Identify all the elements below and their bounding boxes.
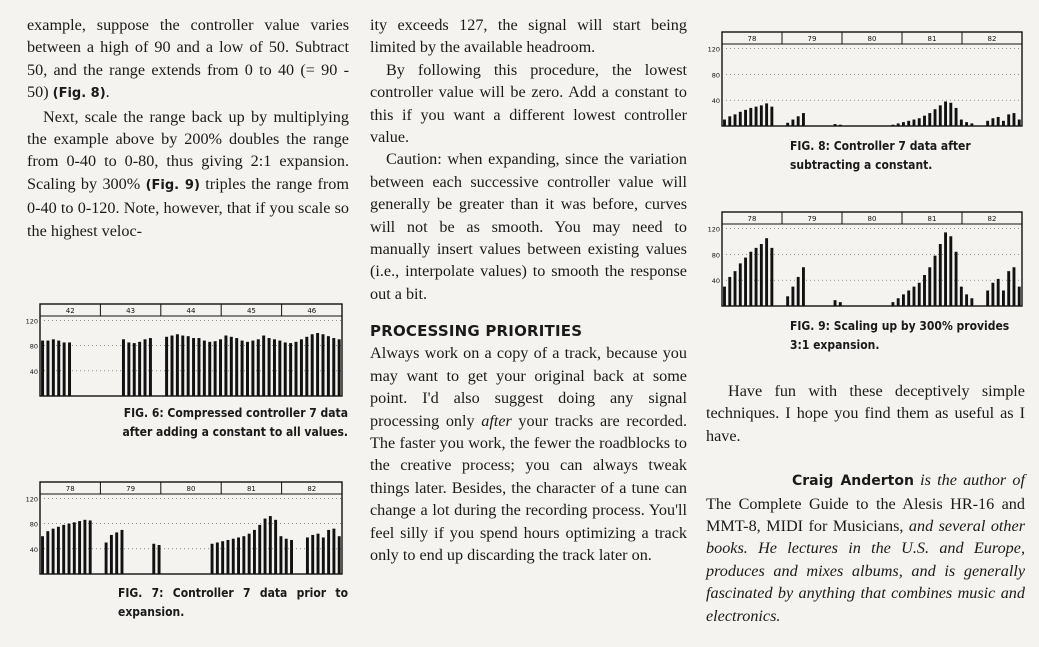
data-bar (944, 232, 947, 306)
col2-paragraph-2: By following this procedure, the lowest controller value will be zero. Add a constant to this if you want a different lowest controller value. (370, 60, 687, 147)
data-bar (765, 238, 768, 306)
fig8-chart (706, 28, 1026, 130)
data-bar (923, 275, 926, 306)
data-bar (171, 336, 174, 396)
data-bar (216, 543, 219, 575)
data-bar (723, 287, 726, 306)
fig8-caption: FIG. 8: Controller 7 data after subtracting a constant. (790, 139, 971, 172)
data-bar (208, 342, 211, 396)
data-bar (786, 123, 789, 126)
data-bar (68, 342, 71, 396)
y-tick-label: 40 (711, 97, 720, 106)
data-bar (744, 258, 747, 306)
data-bar (734, 114, 737, 126)
data-bar (338, 536, 341, 574)
column-3 (706, 380, 1025, 627)
author-name: Craig Anderton (792, 473, 914, 490)
data-bar (251, 341, 254, 396)
data-bar (227, 540, 230, 574)
data-bar (970, 123, 973, 126)
data-bar (791, 120, 794, 126)
data-bar (242, 536, 245, 574)
data-bar (110, 535, 113, 574)
data-bar (734, 271, 737, 306)
y-tick-label: 120 (707, 45, 720, 54)
data-bar (797, 277, 800, 306)
fig9-chart (706, 208, 1026, 310)
y-tick-label: 40 (711, 277, 720, 286)
data-bar (144, 339, 147, 396)
data-bar (839, 125, 842, 126)
data-bar (1018, 287, 1021, 306)
measure-label: 42 (65, 307, 75, 315)
data-bar (755, 248, 758, 306)
data-bar (187, 336, 190, 396)
measure-label: 82 (307, 485, 317, 493)
data-bar (997, 117, 1000, 126)
data-bar (52, 529, 55, 574)
measure-label: 80 (867, 215, 877, 223)
data-bar (797, 116, 800, 126)
fig9-caption: FIG. 9: Scaling up by 300% provides 3:1 expansion. (790, 319, 1010, 352)
data-bar (802, 267, 805, 306)
data-bar (62, 525, 65, 574)
section-heading: PROCESSING PRIORITIES (370, 322, 583, 341)
figure-8 (706, 28, 1026, 130)
measure-label: 79 (126, 485, 136, 493)
data-bar (295, 342, 298, 396)
data-bar (907, 291, 910, 307)
data-bar (327, 530, 330, 574)
data-bar (232, 539, 235, 574)
data-bar (41, 341, 44, 396)
measure-label: 81 (927, 35, 937, 43)
y-tick-label: 80 (29, 342, 38, 351)
data-bar (192, 338, 195, 396)
data-bar (1002, 291, 1005, 307)
column-1 (27, 14, 349, 242)
y-tick-label: 40 (29, 545, 38, 554)
data-bar (1018, 120, 1021, 126)
data-bar (802, 113, 805, 126)
data-bar (46, 341, 49, 396)
data-bar (57, 527, 60, 574)
data-bar (970, 298, 973, 306)
data-bar (891, 302, 894, 306)
data-bar (258, 525, 261, 574)
data-bar (279, 536, 282, 574)
data-bar (115, 532, 118, 574)
measure-label: 81 (927, 215, 937, 223)
data-bar (322, 537, 325, 574)
measure-label: 46 (307, 307, 317, 315)
data-bar (237, 537, 240, 574)
y-tick-label: 120 (707, 225, 720, 234)
measure-label: 78 (747, 35, 757, 43)
data-bar (902, 294, 905, 306)
measure-label: 45 (246, 307, 256, 315)
data-bar (760, 105, 763, 126)
col2-paragraph-4: Always work on a copy of a track, because you may want to get your original back at some point. I'd also suggest doing any signal processing only after your tracks are recorded. The faster you work, the fewer the roadblocks to the creative process; you can always tweak things later. Besides, the character of a tune can change a lot during the recording process. You'll feel silly if you spend hours optimizing a track only to end up discarding the track later on. (370, 344, 687, 564)
col1-paragraph-1: example, suppose the controller value varies between a high of 90 and a low of 50. Subtract 50, and the range extends from 0 to 40 (= 90 - 50) (Fig. 8). (27, 16, 349, 102)
measure-label: 43 (126, 307, 136, 315)
col1-paragraph-2: Next, scale the range back up by multiplying the example above by 200% doubles the range from 0-40 to 0-80, thus giving 2:1 expansion. Scaling by 300% (Fig. 9) triples the range from 0-40 to 0-120. Note, however, that if you scale so the highest veloc- (27, 107, 349, 240)
data-bar (770, 107, 773, 126)
measure-label: 81 (246, 485, 256, 493)
data-bar (241, 341, 244, 396)
data-bar (257, 339, 260, 396)
data-bar (913, 287, 916, 306)
data-bar (311, 535, 314, 574)
data-bar (322, 334, 325, 396)
data-bar (891, 125, 894, 126)
measure-label: 79 (807, 35, 817, 43)
y-tick-label: 40 (29, 367, 38, 376)
data-bar (138, 342, 141, 396)
data-bar (332, 529, 335, 574)
col2-paragraph-3: Caution: when expanding, since the variation between each successive controller value will generally be greater than it was before, curves will not be as smooth. You may need to manually insert values between existing values (i.e., interpolate values) to smooth the response out a bit. (370, 150, 687, 303)
data-bar (68, 524, 71, 574)
data-bar (285, 539, 288, 574)
data-bar (52, 339, 55, 396)
data-bar (78, 521, 81, 574)
data-bar (317, 534, 320, 574)
data-bar (214, 341, 217, 396)
fig7-chart (24, 478, 346, 578)
data-bar (949, 103, 952, 126)
y-tick-label: 80 (711, 71, 720, 80)
figure-6 (24, 300, 346, 400)
col2-paragraph-1: ity exceeds 127, the signal will start being limited by the available headroom. (370, 16, 687, 57)
data-bar (965, 122, 968, 126)
data-bar (89, 520, 92, 574)
data-bar (765, 103, 768, 126)
data-bar (960, 287, 963, 306)
data-bar (165, 337, 168, 396)
data-bar (944, 101, 947, 126)
measure-label: 79 (807, 215, 817, 223)
data-bar (203, 341, 206, 396)
data-bar (960, 120, 963, 126)
fig9-reference: (Fig. 9) (145, 177, 200, 193)
data-bar (834, 300, 837, 306)
measure-label: 78 (747, 215, 757, 223)
data-bar (902, 122, 905, 126)
column-2 (370, 14, 687, 566)
data-bar (289, 343, 292, 396)
y-tick-label: 80 (29, 520, 38, 529)
figure-7 (24, 478, 346, 578)
data-bar (965, 294, 968, 306)
data-bar (834, 124, 837, 126)
data-bar (197, 338, 200, 396)
data-bar (955, 108, 958, 126)
data-bar (158, 545, 161, 574)
data-bar (728, 116, 731, 126)
data-bar (284, 342, 287, 396)
data-bar (253, 530, 256, 574)
data-bar (934, 256, 937, 306)
data-bar (1007, 271, 1010, 306)
author-bio: Craig Anderton is the author of The Complete Guide to the Alesis HR-16 and MMT-8, MIDI for Musicians, and several other books. He lectures in the U.S. and Europe, produces and mixes albums, and is generally fascinated by anything that combines music and electronics. (706, 471, 1026, 625)
data-bar (986, 291, 989, 307)
data-bar (939, 244, 942, 306)
data-bar (248, 534, 251, 574)
data-bar (316, 333, 319, 396)
fig6-chart (24, 300, 346, 400)
data-bar (246, 342, 249, 396)
data-bar (770, 248, 773, 306)
data-bar (224, 336, 227, 396)
data-bar (928, 267, 931, 306)
col3-paragraph-1: Have fun with these deceptively simple techniques. I hope you find them as useful as I have. (706, 382, 1025, 445)
data-bar (1013, 113, 1016, 126)
data-bar (278, 341, 281, 396)
data-bar (760, 244, 763, 306)
measure-label: 78 (65, 485, 75, 493)
data-bar (913, 120, 916, 126)
measure-label: 82 (987, 215, 997, 223)
measure-label: 80 (186, 485, 196, 493)
data-bar (63, 342, 66, 396)
data-bar (997, 279, 1000, 306)
data-bar (290, 540, 293, 574)
data-bar (264, 519, 267, 574)
data-bar (211, 544, 214, 574)
data-bar (955, 252, 958, 306)
data-bar (755, 107, 758, 126)
data-bar (991, 283, 994, 306)
data-bar (122, 339, 125, 396)
data-bar (897, 123, 900, 126)
data-bar (262, 336, 265, 396)
measure-label: 82 (987, 35, 997, 43)
data-bar (939, 105, 942, 126)
fig8-reference: (Fig. 8) (52, 86, 106, 102)
y-tick-label: 120 (25, 495, 38, 504)
data-bar (949, 236, 952, 306)
data-bar (723, 120, 726, 126)
data-bar (918, 118, 921, 126)
data-bar (83, 520, 86, 574)
data-bar (305, 337, 308, 396)
data-bar (332, 338, 335, 396)
data-bar (57, 341, 60, 396)
data-bar (839, 302, 842, 306)
data-bar (728, 277, 731, 306)
data-bar (1013, 267, 1016, 306)
data-bar (786, 296, 789, 306)
data-bar (327, 336, 330, 396)
data-bar (907, 121, 910, 126)
data-bar (739, 112, 742, 126)
data-bar (221, 541, 224, 574)
data-bar (127, 342, 130, 396)
data-bar (928, 113, 931, 126)
data-bar (918, 283, 921, 306)
data-bar (744, 110, 747, 126)
data-bar (300, 339, 303, 396)
fig7-caption: FIG. 7: Controller 7 data prior to expansion. (118, 586, 348, 619)
data-bar (105, 543, 108, 575)
data-bar (934, 109, 937, 126)
y-tick-label: 120 (25, 317, 38, 326)
data-bar (46, 531, 49, 574)
data-bar (152, 544, 155, 574)
data-bar (749, 252, 752, 306)
fig6-caption: FIG. 6: Compressed controller 7 data after adding a constant to all values. (122, 406, 348, 439)
data-bar (273, 339, 276, 396)
data-bar (923, 116, 926, 126)
data-bar (219, 339, 222, 396)
data-bar (176, 334, 179, 396)
figure-9 (706, 208, 1026, 310)
data-bar (133, 343, 136, 396)
y-tick-label: 80 (711, 251, 720, 260)
data-bar (181, 336, 184, 396)
data-bar (121, 530, 124, 574)
data-bar (149, 338, 152, 396)
data-bar (269, 516, 272, 574)
data-bar (897, 298, 900, 306)
data-bar (338, 339, 341, 396)
data-bar (986, 121, 989, 126)
measure-label: 80 (867, 35, 877, 43)
data-bar (268, 338, 271, 396)
data-bar (311, 334, 314, 396)
data-bar (1002, 121, 1005, 126)
data-bar (306, 537, 309, 574)
data-bar (235, 338, 238, 396)
data-bar (791, 287, 794, 306)
measure-label: 44 (186, 307, 196, 315)
data-bar (41, 536, 44, 574)
data-bar (1007, 114, 1010, 126)
data-bar (73, 522, 76, 574)
data-bar (230, 337, 233, 396)
data-bar (739, 263, 742, 306)
data-bar (274, 520, 277, 574)
data-bar (749, 108, 752, 126)
data-bar (991, 118, 994, 126)
